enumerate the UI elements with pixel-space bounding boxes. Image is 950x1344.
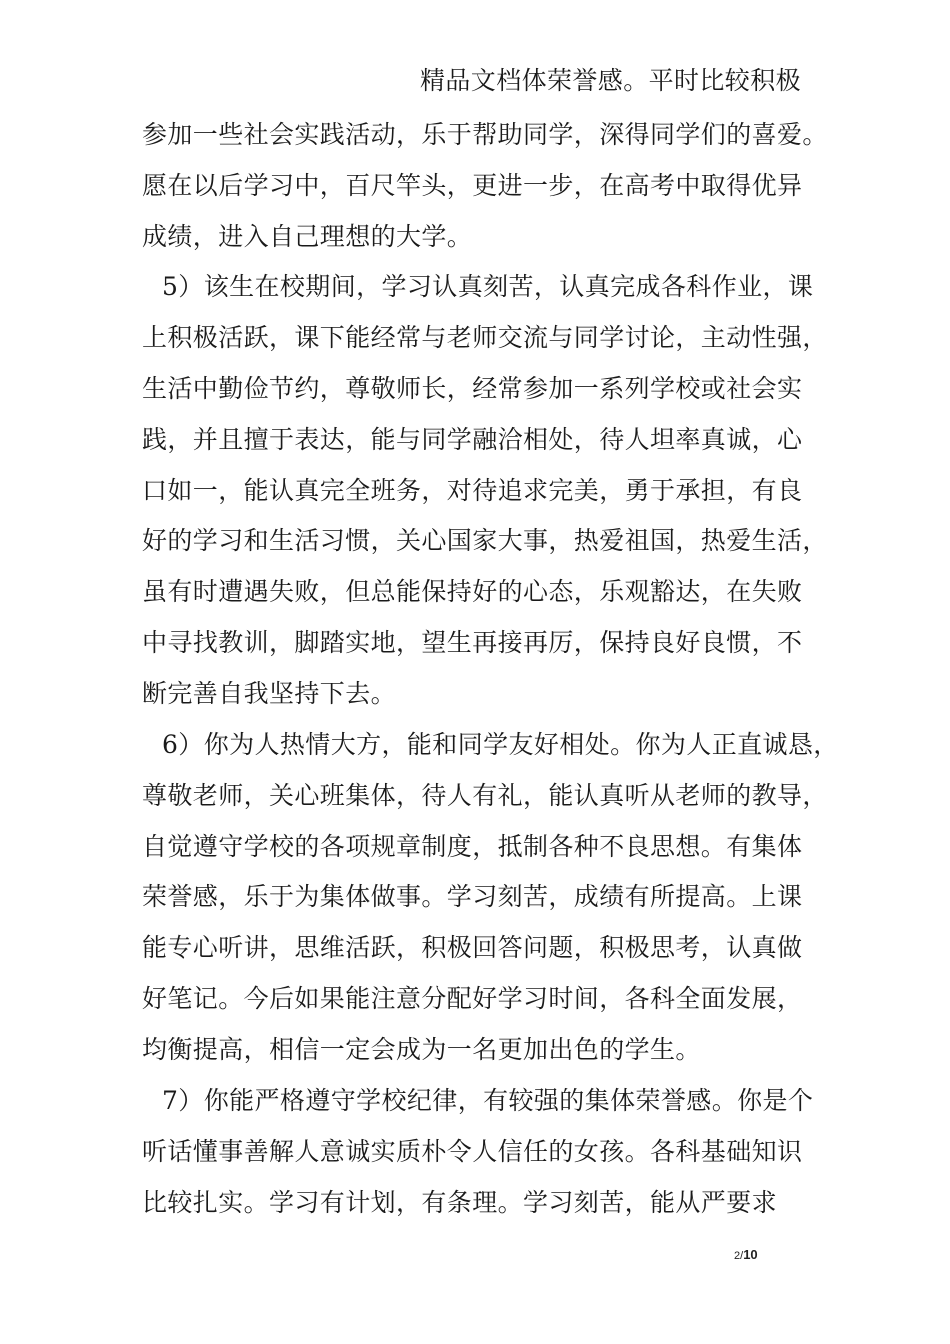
text-line: 均衡提高，相信一定会成为一名更加出色的学生。 [142, 1035, 701, 1064]
text-line: 践，并且擅于表达，能与同学融洽相处，待人坦率真诚，心 [142, 425, 803, 454]
paragraph-7-start: 7）你能严格遵守学校纪律，有较强的集体荣誉感。你是个 [162, 1086, 814, 1115]
paragraph-5-start: 5）该生在校期间，学习认真刻苦，认真完成各科作业，课 [162, 272, 814, 301]
page-number-total: 10 [743, 1247, 758, 1262]
text-line: 荣誉感，乐于为集体做事。学习刻苦，成绩有所提高。上课 [142, 882, 803, 911]
page-number-current: 2 [734, 1250, 741, 1262]
text-line: 听话懂事善解人意诚实质朴令人信任的女孩。各科基础知识 [142, 1137, 803, 1166]
text-line: 自觉遵守学校的各项规章制度，抵制各种不良思想。有集体 [142, 832, 803, 861]
page-number-separator: / [740, 1250, 744, 1262]
text-line: 参加一些社会实践活动，乐于帮助同学，深得同学们的喜爱。 [142, 120, 828, 149]
text-line: 好的学习和生活习惯，关心国家大事，热爱祖国，热爱生活， [142, 526, 828, 555]
text-line: 愿在以后学习中，百尺竿头，更进一步，在高考中取得优异 [142, 171, 803, 200]
header-fragment: 精品文档体荣誉感。平时比较积极 [420, 66, 802, 95]
text-line: 口如一，能认真完全班务，对待追求完美，勇于承担，有良 [142, 476, 803, 505]
paragraph-6-start: 6）你为人热情大方，能和同学友好相处。你为人正直诚恳， [162, 730, 839, 759]
text-line: 尊敬老师，关心班集体，待人有礼，能认真听从老师的教导， [142, 781, 828, 810]
text-line: 比较扎实。学习有计划，有条理。学习刻苦，能从严要求 [142, 1188, 778, 1217]
text-line: 上积极活跃，课下能经常与老师交流与同学讨论，主动性强， [142, 323, 828, 352]
text-line: 虽有时遭遇失败，但总能保持好的心态，乐观豁达，在失败 [142, 577, 803, 606]
text-line: 生活中勤俭节约，尊敬师长，经常参加一系列学校或社会实 [142, 374, 803, 403]
text-line: 成绩，进入自己理想的大学。 [142, 222, 473, 251]
text-line: 中寻找教训，脚踏实地，望生再接再厉，保持良好良惯，不 [142, 628, 803, 657]
page-number [734, 1247, 758, 1262]
text-line: 断完善自我坚持下去。 [142, 679, 397, 708]
text-line: 好笔记。今后如果能注意分配好学习时间，各科全面发展， [142, 984, 803, 1013]
text-line: 能专心听讲，思维活跃，积极回答问题，积极思考，认真做 [142, 933, 803, 962]
